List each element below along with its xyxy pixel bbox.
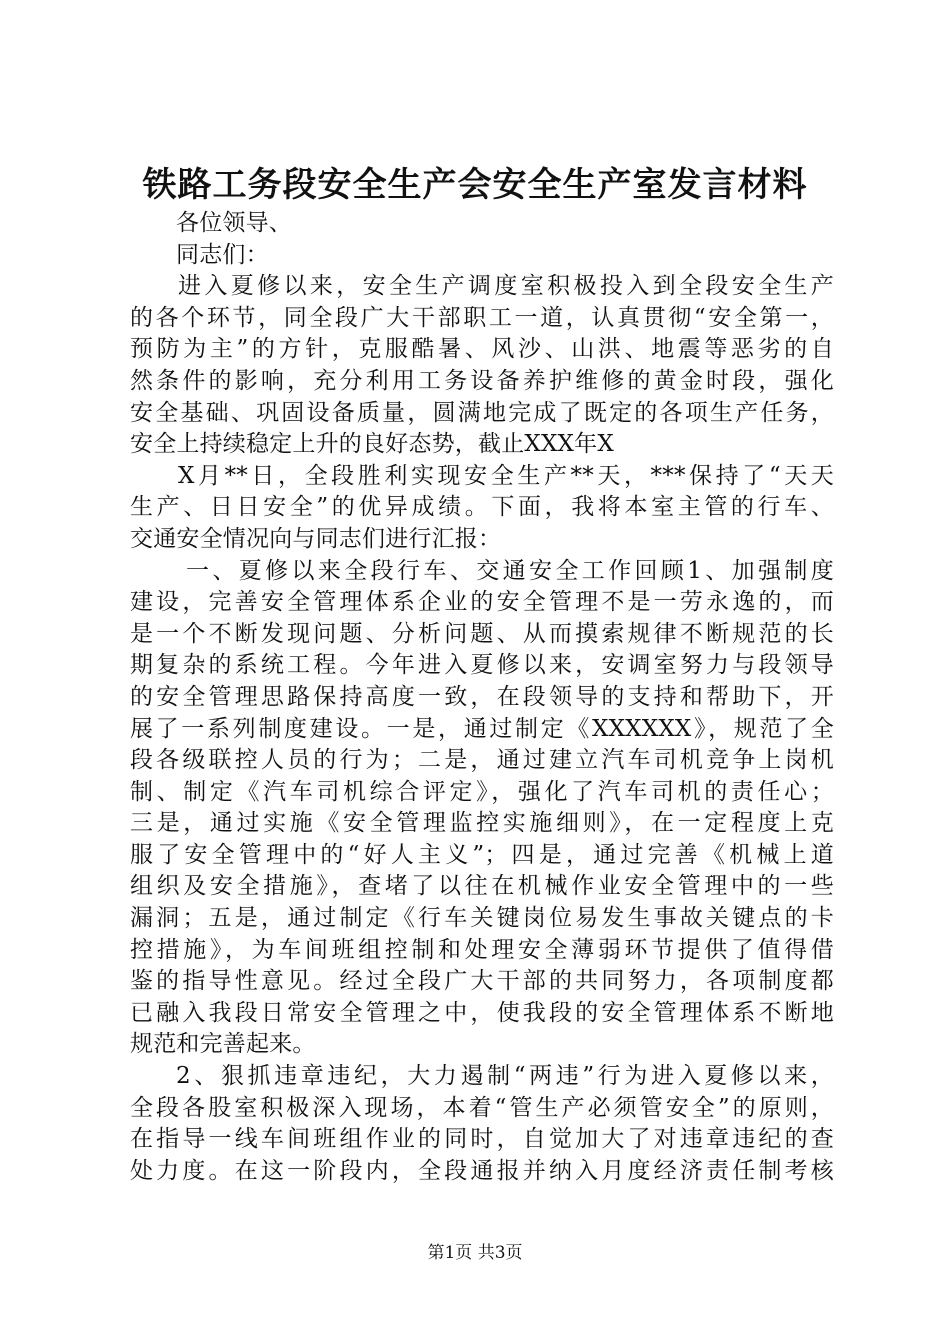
paragraph-line: 段各级联控人员的行为；二是，通过建立汽车司机竞争上岗机 [130,747,834,774]
paragraph-line: 已融入我段日常安全管理之中，使我段的安全管理体系不断地 [130,999,834,1026]
paragraph [130,461,834,556]
paragraph-line: 漏洞；五是，通过制定《行车关键岗位易发生事故关键点的卡 [130,905,834,932]
paragraph-line: 进入夏修以来，安全生产调度室积极投入到全段安全生产 [178,273,834,300]
paragraph-line: 期复杂的系统工程。今年进入夏修以来，安调室努力与段领导 [130,652,834,679]
paragraph-line: 组织及安全措施》，查堵了以往在机械作业安全管理中的一些 [130,873,834,900]
paragraph-line: 一、夏修以来全段行车、交通安全工作回顾1、加强制度 [186,557,834,584]
paragraph [130,271,834,461]
paragraph-line: 安全基础、巩固设备质量，圆满地完成了既定的各项生产任务， [130,399,834,426]
paragraph [130,556,834,1062]
paragraph-line: 控措施》，为车间班组控制和处理安全薄弱环节提供了值得借 [130,936,834,963]
document-title: 铁路工务段安全生产会安全生产室发言材料 [142,165,808,205]
paragraph-line: 处力度。在这一阶段内，全段通报并纳入月度经济责任制考核 [130,1157,834,1184]
paragraph-line: 的各个环节，同全段广大干部职工一道，认真贯彻“安全第一， [130,304,834,331]
paragraph-line: 服了安全管理中的“好人主义”；四是，通过完善《机械上道 [130,841,834,868]
paragraph [130,1061,834,1187]
paragraph-line: 安全上持续稳定上升的良好态势，截止XXX年X [130,431,614,458]
paragraph-container [130,271,834,1187]
paragraph-line: 是一个不断发现问题、分析问题、从而摸索规律不断规范的长 [130,620,834,647]
paragraph-line: 全段各股室积极深入现场，本着“管生产必须管安全”的原则， [130,1094,834,1121]
paragraph-line: 生产、日日安全”的优异成绩。下面，我将本室主管的行车、 [130,494,834,521]
paragraph-line: 展了一系列制度建设。一是，通过制定《XXXXXX》，规范了全 [130,715,834,742]
paragraph-line: 制、制定《汽车司机综合评定》，强化了汽车司机的责任心； [130,778,834,805]
paragraph-line: 2、狠抓违章违纪，大力遏制“两违”行为进入夏修以来， [176,1063,834,1090]
paragraph-line: 交通安全情况向与同志们进行汇报： [130,525,502,552]
paragraph-line: 规范和完善起来。 [130,1031,316,1058]
paragraph-line: 建设，完善安全管理体系企业的安全管理不是一劳永逸的，而 [130,589,834,616]
paragraph-line: 的安全管理思路保持高度一致，在段领导的支持和帮助下，开 [130,683,834,710]
paragraph-line: X月**日，全段胜利实现安全生产**天，***保持了“天天 [178,462,834,489]
paragraph-line: 三是，通过实施《安全管理监控实施细则》，在一定程度上克 [130,810,834,837]
paragraph-line: 在指导一线车间班组作业的同时，自觉加大了对违章违纪的查 [130,1126,834,1153]
paragraph-line: 预防为主”的方针，克服酷暑、风沙、山洪、地震等恶劣的自 [130,336,834,363]
page-footer: 第1页 共3页 [427,1243,523,1263]
paragraph-line: 鉴的指导性意见。经过全段广大干部的共同努力，各项制度都 [130,968,834,995]
greeting-line: 各位领导、 [176,210,292,236]
greeting-line: 同志们： [176,241,269,268]
document-body [130,208,834,1187]
paragraph-line: 然条件的影响，充分利用工务设备养护维修的黄金时段，强化 [130,367,834,394]
